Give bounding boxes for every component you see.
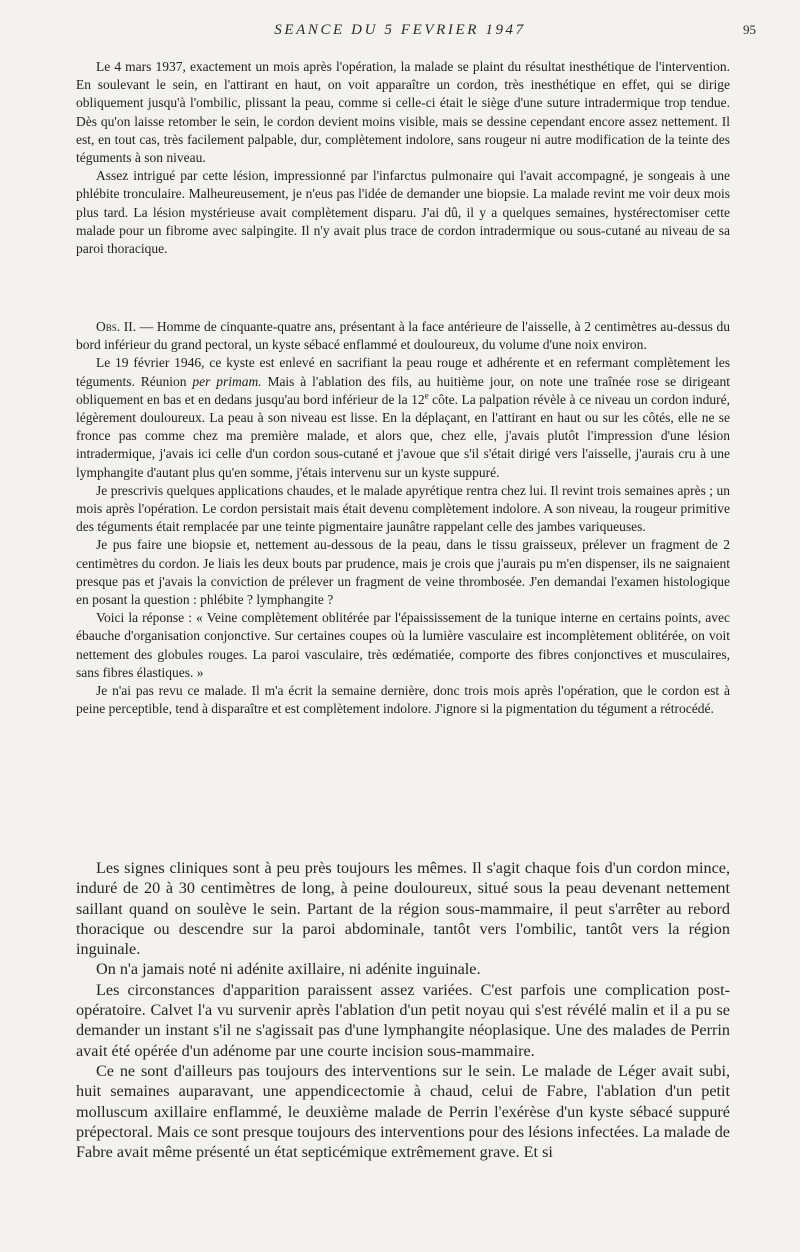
page-number: 95 (743, 22, 756, 37)
paragraph: Voici la réponse : « Veine complètement oblitérée par l'épaississement de la tunique interne en certains points, avec ébauche d'organisation conjonctive. Sur certaines coupes où la lumière vasculaire est incomplètement oblitérée, on voit nettement des globules rouges. La paroi vasculaire, très œdématiée, comporte des fibres conjonctives et musculaires, sans fibres élastiques. » (76, 610, 730, 680)
latin-phrase: per primam. (192, 373, 262, 389)
page-header (0, 18, 800, 46)
paragraph: Ce ne sont d'ailleurs pas toujours des interventions sur le sein. Le malade de Léger avait subi, huit semaines auparavant, une appendicectomie à chaud, celui de Fabre, l'ablation d'un petit molluscum axillaire enflammé, le deuxième malade de Perrin l'exérèse d'un kyste sébacé suppuré prépectoral. Mais ce sont presque toujours des interventions pour des lésions infectées. La malade de Fabre avait même présenté un état septicémique extrêmement grave. Et si (76, 1061, 730, 1162)
clinical-discussion (76, 858, 730, 1162)
paragraph: Je prescrivis quelques applications chaudes, et le malade apyrétique rentra chez lui. Il revint trois semaines après ; un mois après l'opération. Le cordon persistait mais était devenu complètement indolore. A son niveau, la rougeur primitive des téguments était remplacée par une teinte pigmentaire jaunâtre rappelant celle des jambes variqueuses. (76, 482, 730, 535)
text-run: Mais à l'ablation des fils, au huitième jour, on note une traînée rose se dirigeant obliquement en bas et en dedans jusqu'au bord inférieur de la 12 (76, 373, 730, 407)
paragraph: Je n'ai pas revu ce malade. Il m'a écrit la semaine dernière, donc trois mois après l'opération, que le cordon est à peine perceptible, tend à disparaître et est complètement indolore. J'ignore si la pigmentation du tégument a rétrocédé. (76, 683, 730, 717)
paragraph: On n'a jamais noté ni adénite axillaire, ni adénite inguinale. (96, 960, 481, 979)
paragraph: Assez intrigué par cette lésion, impressionné par l'infarctus pulmonaire qui l'avait accompagné, je songeais à une phlébite tronculaire. Malheureusement, je n'eus pas l'idée de demander une biopsie. La malade revint me voir deux mois plus tard. La lésion mystérieuse avait complètement disparu. J'ai dû, il y a quelques semaines, hystérectomiser cette malade pour un fibrome avec salpingite. Il n'y avait plus trace de cordon intradermique ou sous-cutané au niveau de sa paroi thoracique. (76, 168, 730, 257)
paragraph: Je pus faire une biopsie et, nettement au-dessous de la peau, dans le tissu graisseux, prélever un fragment de 2 centimètres du cordon. Je liais les deux bouts par prudence, mais je crois que j'aurais pu m'en dispenser, ils ne saignaient presque pas et j'avais la conviction de prélever un fragment de veine thrombosée. J'en demandai l'examen histologique en posant la question : phlébite ? lymphangite ? (76, 537, 730, 608)
paragraph (76, 354, 730, 481)
text-run: côte. La palpation révèle à ce niveau un cordon induré, légèrement douloureux. La peau à son niveau est lisse. En la déplaçant, en l'attirant en haut ou sur les côtés, elle ne se fronce pas comme chez ma première malade, et alors que, chez elle, j'avais plutôt l'impression d'une lésion intradermique, j'avais ici celle d'un cordon sous-cutané et j'avoue que s'il s'était dirigé vers l'aisselle, j'aurais cru à une lymphangite d'autant plus qu'en somme, j'étais intervenu sur un kyste suppuré. (76, 391, 731, 480)
paragraph: Les circonstances d'apparition paraissent assez variées. C'est parfois une complication post-opératoire. Calvet l'a vu survenir après l'ablation d'un petit noyau qui s'est révélé malin et il a pu se demander un instant s'il ne s'agissait pas d'une lymphangite néoplasique. Une des malades de Perrin avait été opérée d'un adénome par une courte incision sous-mammaire. (76, 980, 730, 1060)
paragraph: Le 4 mars 1937, exactement un mois après l'opération, la malade se plaint du résultat inesthétique de l'intervention. En soulevant le sein, en l'attirant en haut, on voit apparaître un cordon, très inesthétique en effet, qui se dirige obliquement jusqu'à l'ombilic, plissant la peau, comme si celle-ci était le siège d'une suture intradermique trop tendue. Dès qu'on laisse retomber le sein, le cordon devient moins visible, mais se dessine cependant encore assez nettement. Il est, en tout cas, très facilement palpable, dur, complètement indolore, sans rougeur ni autre modification de la teinte des téguments à son niveau. (76, 59, 730, 166)
paragraph (76, 318, 730, 354)
observation-label: Obs. II. (96, 319, 137, 334)
text-run: Le 19 février 1946, ce kyste est enlevé en sacrifiant la peau rouge et adhérente et en refermant complètement les téguments. Réunion (76, 355, 730, 389)
superscript: e (424, 390, 429, 401)
observation-two (76, 318, 730, 718)
case-one-continuation (76, 58, 730, 258)
observation-text: — Homme de cinquante-quatre ans, présentant à la face antérieure de l'aisselle, à 2 centimètres au-dessus du bord inférieur du grand pectoral, un kyste sébacé enflammé et douloureux, du volume d'une noix environ. (76, 319, 730, 353)
running-title: SEANCE DU 5 FEVRIER 1947 (274, 22, 526, 38)
paragraph: Les signes cliniques sont à peu près toujours les mêmes. Il s'agit chaque fois d'un cordon mince, induré de 20 à 30 centimètres de long, à peine douloureux, situé sous la peau devenant nettement saillant quand on soulève le sein. Partant de la région sous-mammaire, il peut s'arrêter au rebord thoracique ou descendre sur la paroi abdominale, tantôt vers l'ombilic, tantôt vers la région inguinale. (76, 859, 730, 959)
